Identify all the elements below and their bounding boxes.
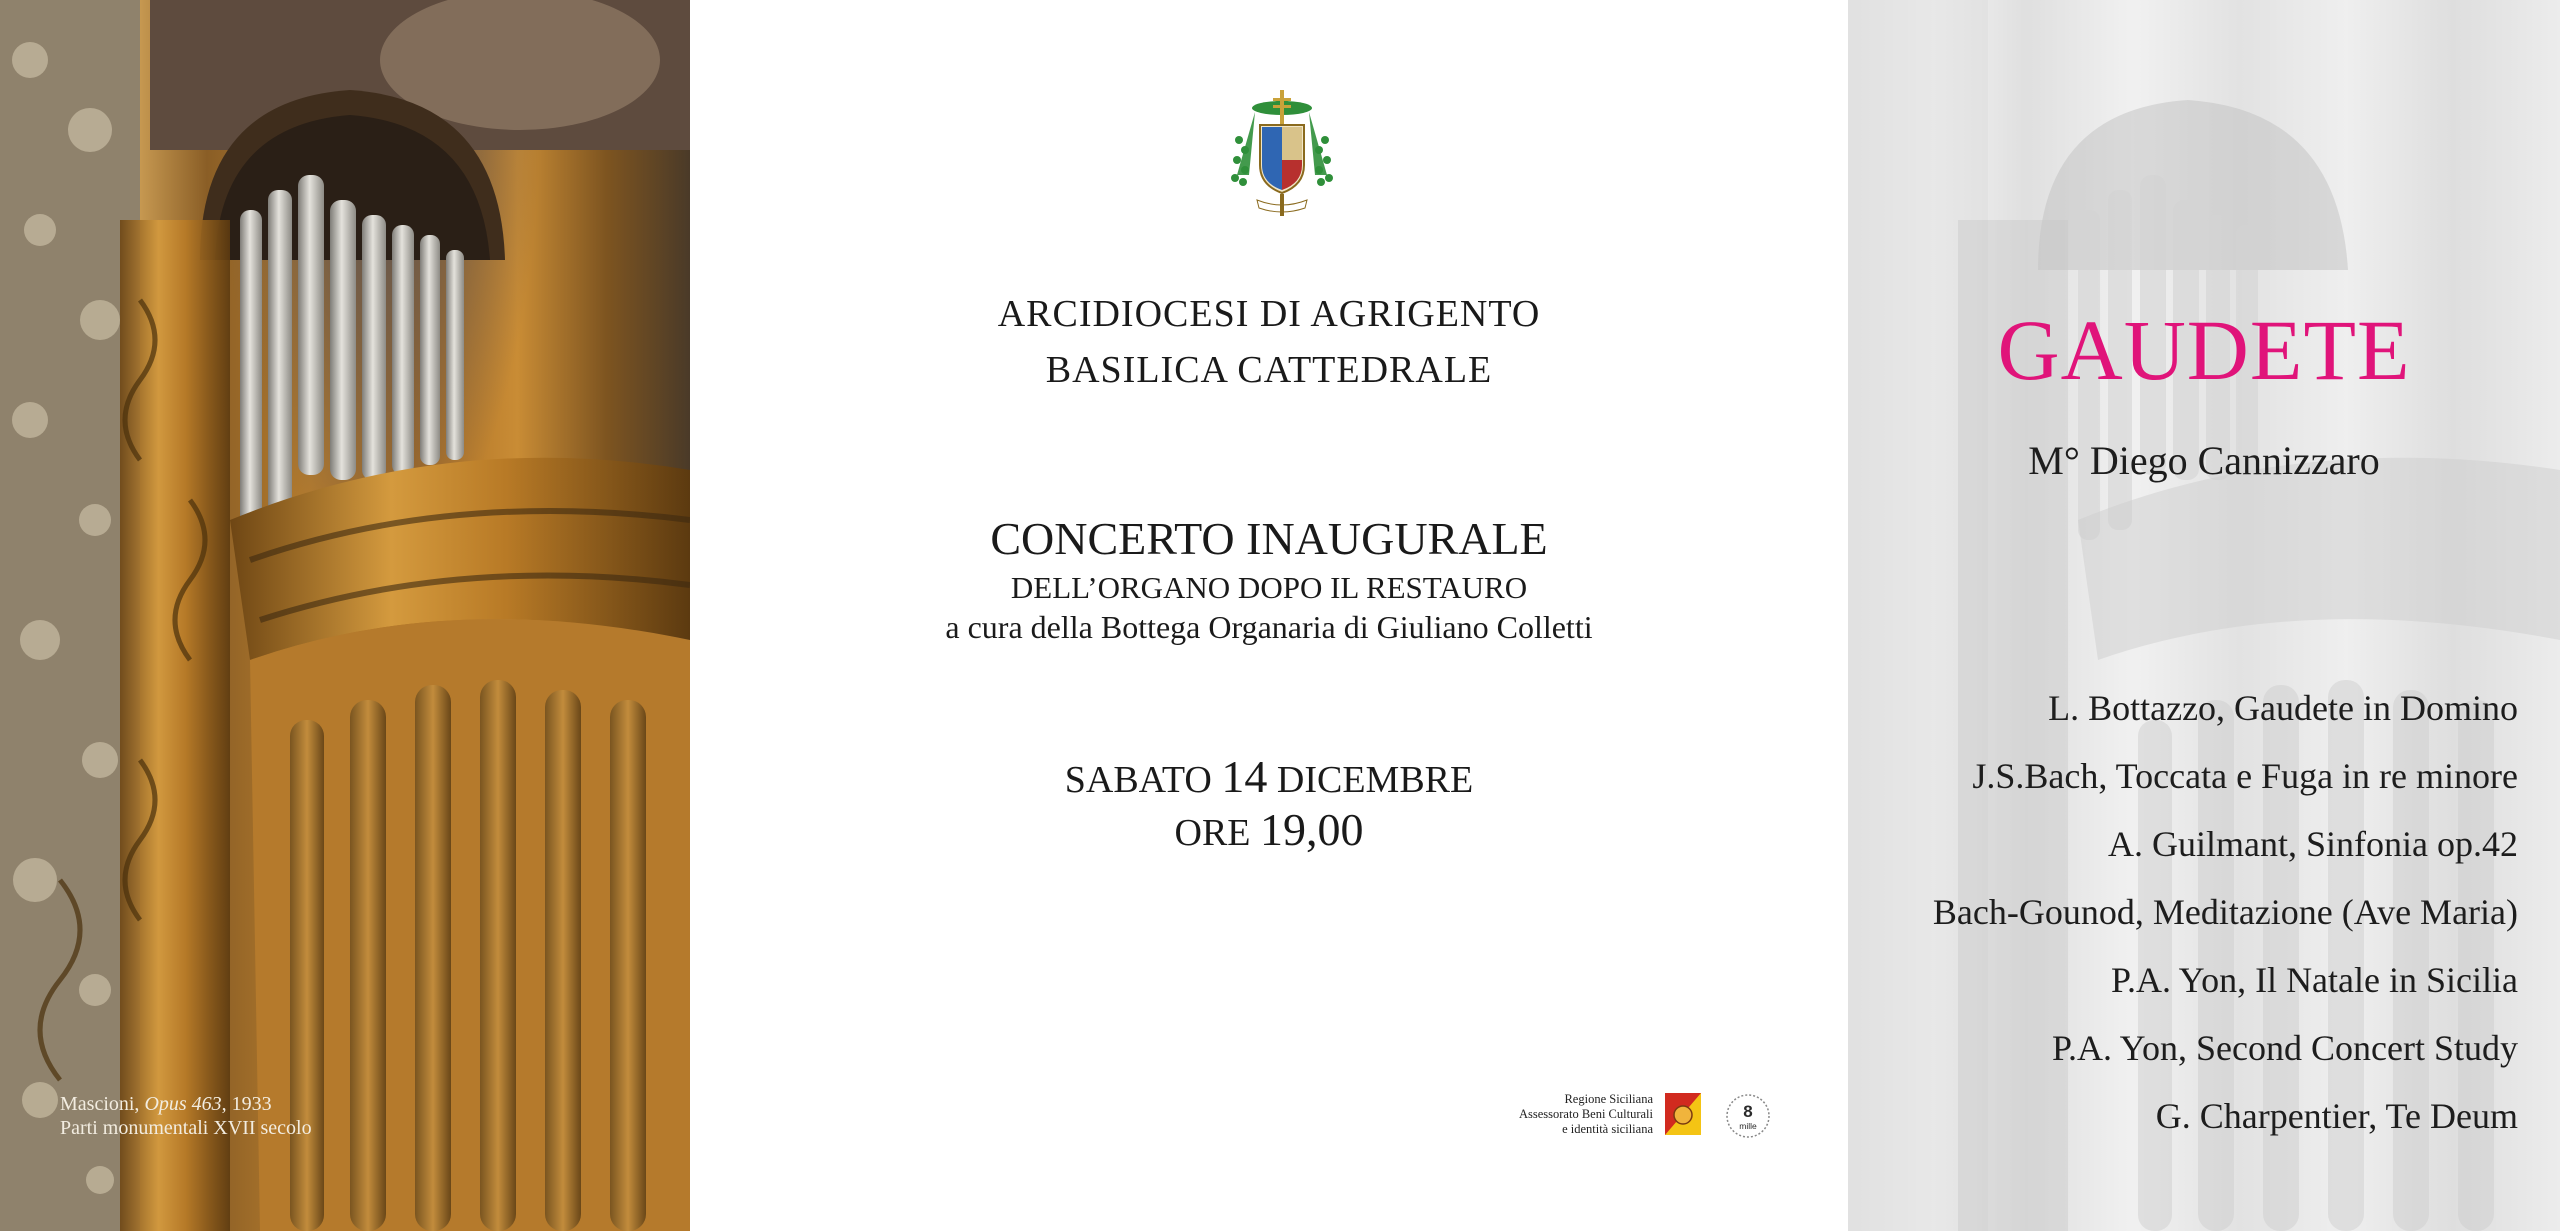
otto-logo-number: 8	[1743, 1102, 1753, 1121]
program-list	[1933, 682, 2518, 1158]
sponsor-line-3: e identità siciliana	[1562, 1122, 1653, 1136]
concert-credit: a cura della Bottega Organaria di Giuliano Colletti	[945, 609, 1593, 645]
sponsor-text	[1519, 1092, 1653, 1137]
sponsor-line-2: Assessorato Beni Culturali	[1518, 1107, 1653, 1121]
date-day: 14	[1221, 751, 1268, 802]
concert-subtitle: DELL’ORGANO DOPO IL RESTAURO	[1010, 570, 1528, 605]
concert-title: CONCERTO INAUGURALE	[990, 513, 1548, 564]
org-name: ARCIDIOCESI DI AGRIGENTO	[997, 293, 1541, 335]
sponsor-line-1: Regione Siciliana	[1564, 1092, 1653, 1106]
program-title: GAUDETE	[1997, 302, 2411, 398]
org-basilica: BASILICA CATTEDRALE	[1045, 349, 1493, 391]
otto-logo-label: mille	[1739, 1121, 1757, 1131]
coat-of-arms-icon	[1227, 90, 1337, 220]
caption-line-1: Mascioni, Opus 463, 1933	[60, 1093, 272, 1115]
center-panel	[690, 0, 1848, 1231]
performer-name: M° Diego Cannizzaro	[2028, 438, 2380, 483]
concert-time	[690, 803, 1848, 856]
date-month: DICEMBRE	[1276, 759, 1474, 801]
program-item: L. Bottazzo, Gaudete in Domino	[2048, 688, 2518, 728]
otto-per-mille-logo-icon	[1725, 1093, 1771, 1139]
program-item: P.A. Yon, Second Concert Study	[2051, 1028, 2518, 1068]
program-item: P.A. Yon, Il Natale in Sicilia	[2110, 960, 2518, 1000]
time-prefix: ORE	[1174, 812, 1251, 854]
program-item: J.S.Bach, Toccata e Fuga in re minore	[1972, 756, 2518, 796]
caption-line-2: Parti monumentali XVII secolo	[60, 1117, 312, 1139]
program-panel	[1848, 0, 2560, 1231]
organ-illustration	[0, 0, 690, 1231]
date-weekday: SABATO	[1064, 759, 1212, 801]
program-item: G. Charpentier, Te Deum	[2155, 1096, 2518, 1136]
program-item: A. Guilmant, Sinfonia op.42	[2108, 824, 2518, 864]
regione-siciliana-logo-icon	[1665, 1093, 1701, 1135]
photo-caption	[60, 1092, 312, 1140]
concert-date	[690, 750, 1848, 803]
program-item: Bach-Gounod, Meditazione (Ave Maria)	[1932, 892, 2518, 932]
time-value: 19,00	[1260, 804, 1364, 855]
organ-photo	[0, 0, 690, 1231]
